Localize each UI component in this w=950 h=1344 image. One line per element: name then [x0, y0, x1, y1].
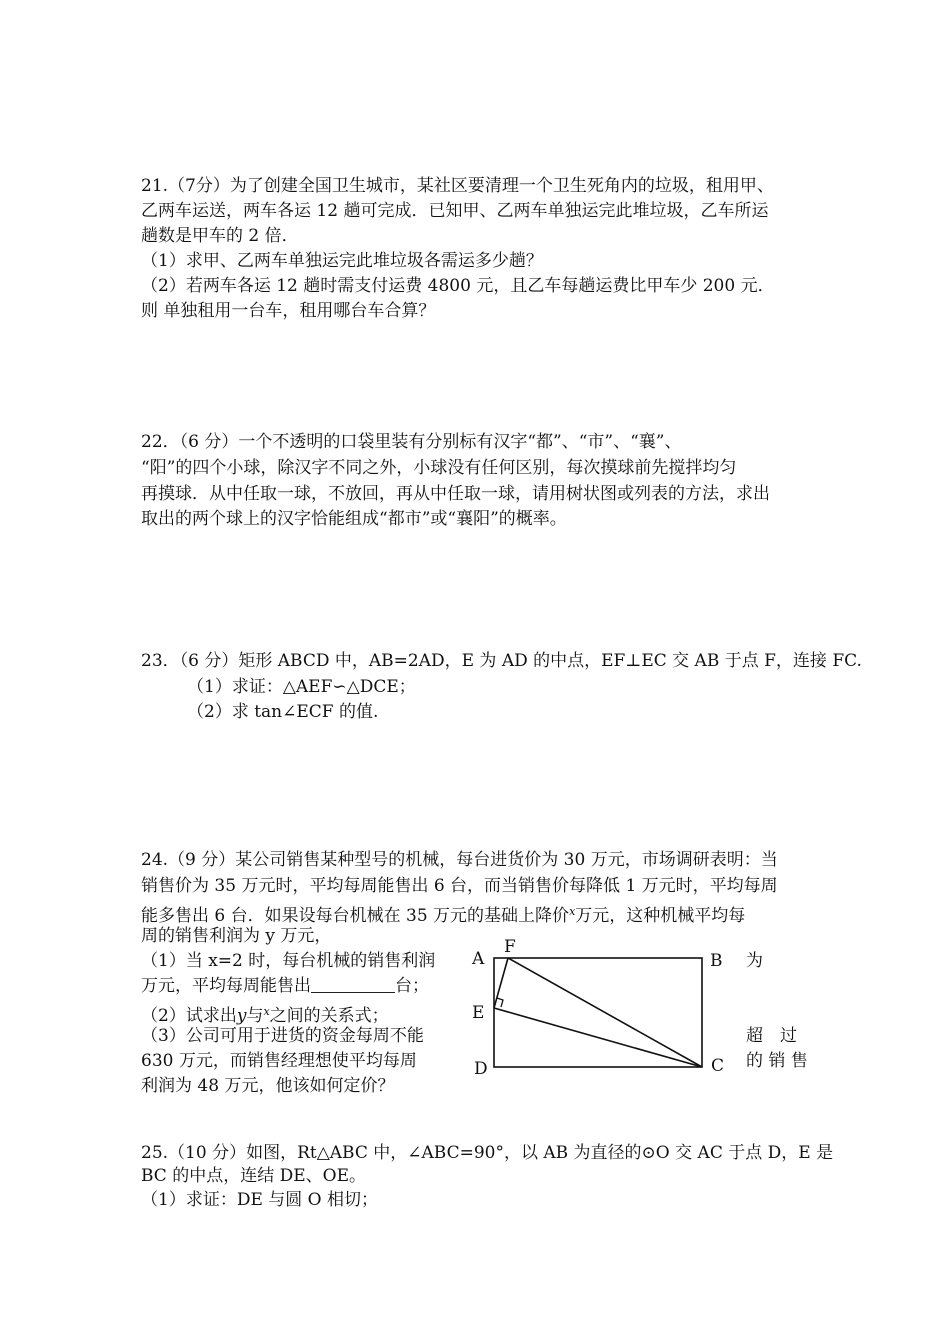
q24-var-x-2: x: [263, 1005, 270, 1018]
q24-line-4: 周的销售利润为 y 万元，: [141, 926, 332, 946]
q24-var-y: y: [236, 1006, 247, 1026]
q25-part-1: （1）求证：DE 与圆 O 相切；: [141, 1190, 379, 1210]
right-angle-mark: [497, 998, 503, 1007]
q24-part-2-text: （2）试求出: [141, 1006, 237, 1026]
label-f: F: [504, 937, 516, 957]
q22-line-2: “阳”的四个小球，除汉字不同之外，小球没有任何区别，每次摸球前先搅拌均匀: [141, 458, 737, 478]
q21-part-1: （1）求甲、乙两车单独运完此堆垃圾各需运多少趟？: [141, 251, 543, 271]
q21-line-3: 趟数是甲车的 2 倍．: [141, 226, 299, 246]
q24-part-3-line-2: 630 万元，而销售经理想使平均每周: [141, 1051, 417, 1071]
q24-line-1: 24.（9 分）某公司销售某种型号的机械，每台进货价为 30 万元，市场调研表明：当: [141, 850, 778, 870]
label-c: C: [711, 1056, 725, 1076]
q24-part-1-cont-end: 台；: [395, 976, 429, 996]
segment-fc: [508, 958, 702, 1067]
q21-part-2: （2）若两车各运 12 趟时需支付运费 4800 元，且乙车每趟运费比甲车少 200 元．: [141, 276, 775, 296]
q21-line-2: 乙两车运送，两车各运 12 趟可完成．已知甲、乙两车单独运完此堆垃圾，乙车所运: [141, 201, 769, 221]
q24-part-1-right: 为: [746, 951, 763, 971]
q24-line-2: 销售价为 35 万元时，平均每周能售出 6 台，而当销售价每降低 1 万元时，平均每周: [141, 876, 778, 896]
rectangle-abcd: [494, 958, 702, 1067]
q24-part-3: （3）公司可用于进货的资金每周不能: [141, 1026, 424, 1046]
q24-line-3-text: 能多售出 6 台．如果设每台机械在 35 万元的基础上降价: [141, 906, 570, 926]
q23-part-2: （2）求 tan∠ECF 的值.: [187, 702, 379, 722]
q21-part-2-cont: 则 单独租用一台车，租用哪台车合算？: [141, 301, 436, 321]
q22-line-3: 再摸球．从中任取一球，不放回，再从中任取一球，请用树状图或列表的方法，求出: [141, 484, 770, 504]
q24-part-2-end: 之间的关系式；: [269, 1006, 389, 1026]
label-b: B: [710, 951, 723, 971]
label-e: E: [472, 1003, 485, 1023]
q25-line-2: BC 的中点，连结 DE、OE。: [141, 1166, 367, 1186]
q24-part-1-cont: [141, 974, 429, 999]
q24-part-3-line-3: 利润为 48 万元，他该如何定价？: [141, 1076, 395, 1096]
rectangle-figure: [466, 936, 736, 1081]
q24-part-1: （1）当 x=2 时，每台机械的销售利润: [141, 951, 436, 971]
q22-line-4: 取出的两个球上的汉字恰能组成“都市”或“襄阳”的概率。: [141, 509, 567, 529]
answer-blank[interactable]: [311, 976, 395, 993]
q24-var-x: x: [569, 905, 576, 918]
q24-part-2-mid: 与: [246, 1006, 264, 1026]
segment-ef: [494, 958, 508, 1008]
label-a: A: [472, 949, 485, 969]
q24-part-3-line-2-right: 的 销 售: [746, 1051, 808, 1071]
label-d: D: [474, 1059, 488, 1079]
q24-part-1-cont-text: 万元，平均每周能售出: [141, 976, 311, 996]
q25-line-1: 25.（10 分）如图，Rt△ABC 中，∠ABC=90°，以 AB 为直径的⊙O 交 AC 于点 D，E 是: [141, 1143, 834, 1163]
q23-part-1: （1）求证：△AEF∽△DCE；: [187, 677, 416, 697]
q24-line-3-text-end: 万元，这种机械平均每: [575, 906, 746, 926]
q21-line-1: 21.（7分）为了创建全国卫生城市，某社区要清理一个卫生死角内的垃圾，租用甲、: [141, 176, 774, 196]
q24-part-3-right: 超 过: [746, 1026, 797, 1046]
q23-line-1: 23．（6 分）矩形 ABCD 中，AB=2AD，E 为 AD 的中点，EF⊥EC 交 AB 于点 F，连接 FC.: [141, 651, 862, 671]
q22-line-1: 22．（6 分）一个不透明的口袋里装有分别标有汉字“都”、“市”、“襄”、: [141, 432, 682, 452]
segment-ec: [494, 1008, 702, 1067]
